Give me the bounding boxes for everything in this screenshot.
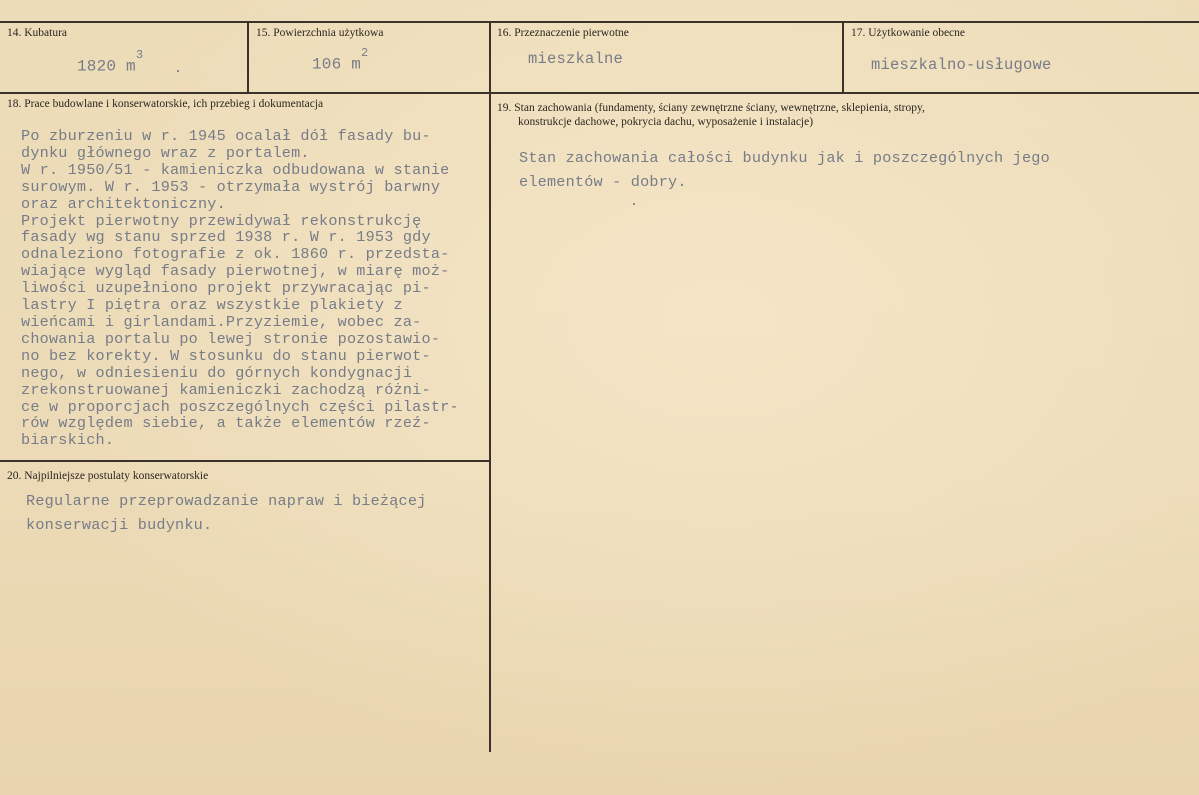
field-18-label: 18. Prace budowlane i konserwatorskie, ich przebieg i dokumentacja <box>7 98 324 110</box>
field-20-label: 20. Najpilniejsze postulaty konserwatorskie <box>7 470 209 482</box>
field-14-exponent: 3 <box>135 48 144 62</box>
field-15-value <box>312 46 369 74</box>
field-19-label-line1: 19. Stan zachowania (fundamenty, ściany zewnętrzne ściany, wewnętrzne, sklepienia, stropy, <box>497 102 925 114</box>
field-18-line: wieńcami i girlandami.Przyziemie, wobec za- <box>21 312 422 331</box>
rule-vertical-3 <box>842 21 844 93</box>
rule-top-row-bottom <box>0 92 1199 94</box>
field-18-line: chowania portalu po lewej stronie pozostawio- <box>21 329 441 348</box>
field-16-value: mieszkalne <box>528 50 624 68</box>
field-19-line: Stan zachowania całości budynku jak i poszczególnych jego <box>519 149 1050 167</box>
field-14-label: 14. Kubatura <box>7 27 68 39</box>
field-15-value-text: 106 m <box>312 55 362 74</box>
field-15-label: 15. Powierzchnia użytkowa <box>256 27 384 39</box>
field-18-line: Po zburzeniu w r. 1945 ocalał dół fasady bu- <box>21 127 431 145</box>
field-15-exponent: 2 <box>361 46 369 60</box>
rule-vertical-main <box>489 21 491 752</box>
field-18-line: zrekonstruowanej kamieniczki zachodzą różni- <box>21 380 431 399</box>
smudge-dot <box>177 70 179 72</box>
field-18-line: dynku głównego wraz z portalem. <box>21 143 310 162</box>
field-18-text <box>21 128 459 449</box>
field-18-line: oraz architektoniczny. <box>21 194 226 213</box>
field-20-line: konserwacji budynku. <box>26 516 213 534</box>
rule-vertical-1 <box>247 21 249 93</box>
field-16-label: 16. Przeznaczenie pierwotne <box>497 27 629 39</box>
field-18-line: liwości uzupełniono projekt przywracając pi- <box>21 279 431 298</box>
field-19-label <box>497 102 925 130</box>
field-18-line: surowym. W r. 1953 - otrzymała wystrój barwny <box>21 177 441 196</box>
field-18-line: no bez korekty. W stosunku do stanu pierwot- <box>21 346 431 365</box>
field-20-text <box>26 489 427 537</box>
field-18-line: W r. 1950/51 - kamieniczka odbudowana w stanie <box>21 160 450 179</box>
field-19-text <box>519 146 1050 194</box>
field-20-line: Regularne przeprowadzanie napraw i bieżącej <box>26 492 427 510</box>
rule-field18-bottom <box>0 460 491 462</box>
field-18-line: fasady wg stanu sprzed 1938 r. W r. 1953 gdy <box>21 228 431 247</box>
field-19-line: elementów - dobry. <box>519 173 687 191</box>
field-18-line: lastry I piętra oraz wszystkie plakiety z <box>21 296 403 315</box>
field-18-line: odnaleziono fotografie z ok. 1860 r. przedsta- <box>21 245 450 264</box>
field-18-line: rów względem siebie, a także elementów rzeź- <box>21 414 431 433</box>
field-18-line: Projekt pierwotny przewidywał rekonstrukcję <box>21 211 422 230</box>
field-18-line: ce w proporcjach poszczególnych części pilastr- <box>21 397 459 416</box>
rule-top-row-top <box>0 21 1199 23</box>
field-17-label: 17. Użytkowanie obecne <box>851 27 966 39</box>
field-19-label-line2: konstrukcje dachowe, pokrycia dachu, wyposażenie i instalacje) <box>518 115 814 128</box>
field-18-line: nego, w odniesieniu do górnych kondygnacji <box>21 363 413 382</box>
field-18-line: biarskich. <box>21 431 115 450</box>
field-18-line: wiające wygląd fasady pierwotnej, w miarę moż- <box>21 262 450 281</box>
field-17-value: mieszkalno-usługowe <box>871 56 1052 74</box>
field-14-value <box>77 48 144 76</box>
field-14-value-text: 1820 m <box>77 57 136 76</box>
smudge-dot <box>633 203 635 205</box>
